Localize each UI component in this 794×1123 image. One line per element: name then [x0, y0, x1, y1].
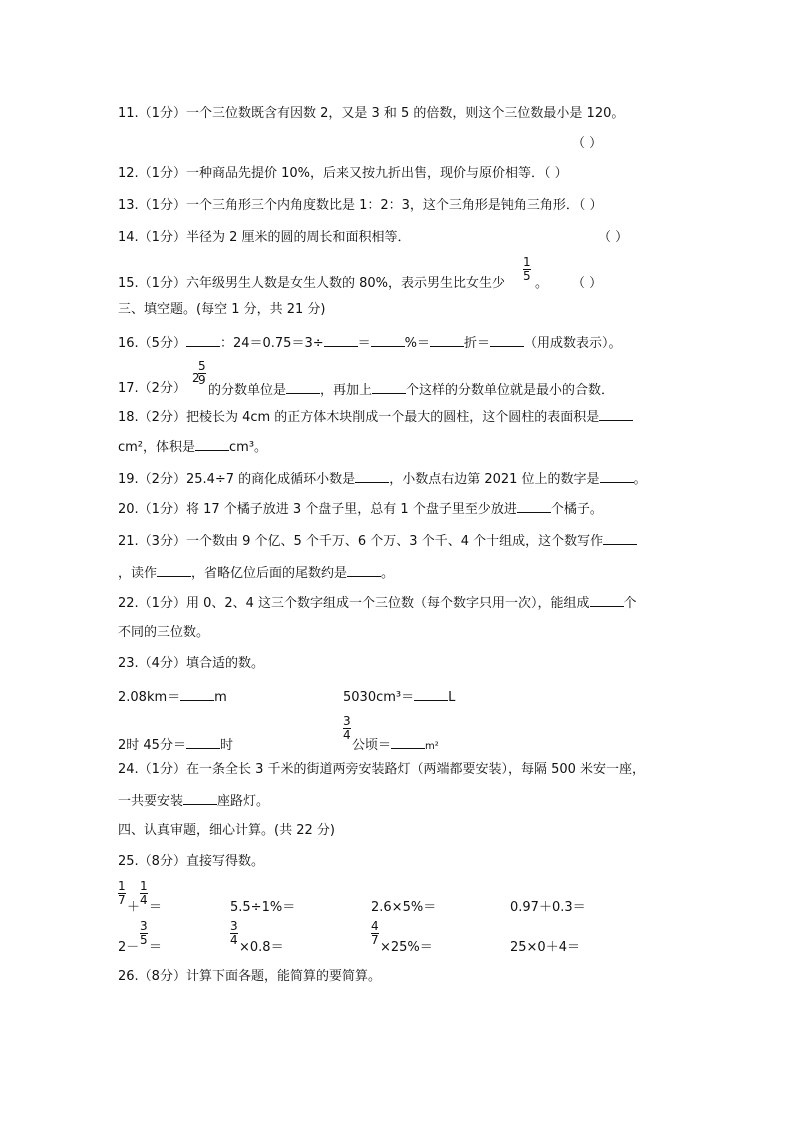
q24-blank-1[interactable] [183, 792, 217, 805]
q18-line-1 [118, 408, 633, 426]
q17-frac-den: 9 [198, 373, 206, 387]
q17-part-1: 的分数单位是 [208, 383, 287, 398]
q24-part-2: 一共要安装 [118, 794, 184, 809]
q19-blank-2[interactable] [600, 470, 634, 483]
q23-item-1-text: 2.08km＝ [118, 690, 181, 705]
q23-item-4-den: 4 [343, 728, 351, 742]
q23-blank-4[interactable] [391, 736, 425, 749]
q15-fraction [523, 256, 531, 283]
q17-fraction [198, 360, 206, 387]
q16-line [118, 334, 622, 352]
q25-r2c1-den: 5 [140, 933, 148, 947]
q21-line-2 [118, 564, 394, 582]
q20-part-1: 20.（1分）将 17 个橘子放进 3 个盘子里，总有 1 个盘子里至少放进 [118, 502, 517, 517]
q25-r2c3: ×25%＝ [380, 940, 433, 955]
q22-line-2: 不同的三位数。 [118, 625, 210, 640]
q21-part-4: 。 [381, 566, 395, 581]
q23-item-3-unit: 时 [219, 738, 233, 753]
q23-item-4-num: 3 [343, 714, 351, 728]
q24-part-3: 座路灯。 [217, 794, 270, 809]
q21-stem: 21.（3分）一个数由 9 个亿、5 个千万、6 个万、3 个千、4 个十组成，这个数写作 [118, 534, 604, 549]
q12-text: 12.（1分）一种商品先提价 10%，后来又按九折出售，现价与原价相等．（ ） [118, 166, 568, 181]
q23-blank-3[interactable] [186, 736, 220, 749]
q23-item-2-unit: L [448, 690, 456, 705]
q18-stem: 18.（2分）把棱长为 4cm 的正方体木块削成一个最大的圆柱，这个圆柱的表面积是 [118, 410, 600, 425]
q21-part-3: ，省略亿位后面的尾数约是 [191, 566, 348, 581]
q18-part-2: cm²，体积是 [118, 440, 196, 455]
q18-blank-1[interactable] [599, 408, 633, 421]
q20-line [118, 500, 603, 518]
q25-r1c1-frac-2 [140, 880, 148, 907]
q16-part-4: 折＝ [463, 336, 490, 351]
q17-prefix: 17.（2分） [118, 381, 186, 396]
q17-part-3: 个这样的分数单位就是最小的合数． [406, 383, 615, 398]
q16-part-2: ＝ [357, 336, 371, 351]
q13-text: 13.（1分）一个三角形三个内角度数比是 1：2：3，这个三角形是钝角三角形．（ ） [118, 198, 603, 213]
q11-answer-paren[interactable]: （ ） [572, 136, 603, 151]
q25-r2c1-a: 2－ [118, 940, 140, 955]
q23-blank-1[interactable] [180, 688, 214, 701]
q15-stem: 15.（1分）六年级男生人数是女生人数的 80%，表示男生比女生少 [118, 276, 505, 291]
q19-part-3: 。 [633, 472, 647, 487]
q25-r1c4: 0.97＋0.3＝ [510, 900, 586, 915]
q18-part-3: cm³。 [229, 440, 268, 455]
q21-blank-2[interactable] [157, 564, 191, 577]
q25-r2c3-num: 4 [371, 919, 379, 933]
q23-item-2 [343, 688, 455, 706]
q25-r2c1-frac [140, 920, 148, 947]
q14-answer-paren[interactable]: （ ） [598, 230, 629, 245]
q25-r2c3-den: 7 [371, 933, 379, 947]
q25-r2c2: ×0.8＝ [239, 940, 284, 955]
q11-text: 11.（1分）一个三位数既含有因数 2，又是 3 和 5 的倍数，则这个三位数最小是 120。 [118, 106, 625, 121]
q23-item-2-text: 5030cm³＝ [343, 690, 415, 705]
q25-r1c1-frac-1 [118, 880, 126, 907]
q25-r1c1-den-1: 7 [118, 893, 126, 907]
q23-item-4-fraction [343, 715, 351, 742]
q21-line-1 [118, 532, 637, 550]
q25-r2c1-eq: ＝ [149, 940, 163, 955]
q21-blank-1[interactable] [603, 532, 637, 545]
q17-blank-2[interactable] [372, 381, 406, 394]
q15-answer-paren[interactable]: （ ） [572, 276, 603, 291]
section-3-heading: 三、填空题。(每空 1 分，共 21 分) [118, 302, 326, 317]
q25-r2c2-frac [230, 920, 238, 947]
q22-stem: 22.（1分）用 0、2、4 这三个数字组成一个三位数（每个数字只用一次），能组成 [118, 596, 590, 611]
q15-tail: 。 [535, 276, 549, 291]
q22-line-1 [118, 594, 637, 612]
q16-blank-3[interactable] [371, 334, 405, 347]
q25-title: 25.（8分）直接写得数。 [118, 854, 264, 869]
q17-line [208, 381, 614, 399]
q16-part-1: ：24＝0.75＝3÷ [219, 336, 324, 351]
q16-blank-5[interactable] [490, 334, 524, 347]
q16-blank-4[interactable] [430, 334, 464, 347]
q23-item-3 [118, 736, 233, 754]
q15-text [118, 276, 505, 292]
q24-line-1: 24.（1分）在一条全长 3 千米的街道两旁安装路灯（两端都要安装），每隔 500 米安一座， [118, 762, 646, 777]
q23-item-3-text: 2时 45分＝ [118, 738, 186, 753]
q22-tail: 个 [623, 596, 637, 611]
q25-r1c1-eq: ＝ [149, 900, 163, 915]
q25-r2c2-den: 4 [230, 933, 238, 947]
q23-title: 23.（4分）填合适的数。 [118, 656, 264, 671]
q25-r1c1-op: ＋ [127, 900, 141, 915]
q16-blank-1[interactable] [186, 334, 220, 347]
q25-r2c3-frac [371, 920, 379, 947]
q25-r2c4: 25×0＋4＝ [510, 940, 580, 955]
q19-part-2: ，小数点右边第 2021 位上的数字是 [389, 472, 600, 487]
q16-part-5: （用成数表示）。 [524, 336, 622, 351]
q25-r1c1-num-2: 1 [140, 879, 148, 893]
q25-r1c3: 2.6×5%＝ [371, 900, 437, 915]
q19-blank-1[interactable] [355, 470, 389, 483]
q14-text: 14.（1分）半径为 2 厘米的圆的周长和面积相等． [118, 230, 411, 245]
q24-line-2 [118, 792, 269, 810]
q21-blank-3[interactable] [347, 564, 381, 577]
q25-r1c2: 5.5÷1%＝ [230, 900, 296, 915]
q25-r1c1-den-2: 4 [140, 893, 148, 907]
q17-whole: 2 [192, 371, 200, 385]
q25-r1c1-num-1: 1 [118, 879, 126, 893]
q17-frac-num: 5 [198, 359, 206, 373]
q15-frac-num: 1 [523, 255, 531, 269]
section-4-heading: 四、认真审题，细心计算。(共 22 分) [118, 823, 335, 838]
q16-part-3: %＝ [404, 336, 430, 351]
q19-line [118, 470, 647, 488]
q22-blank-1[interactable] [590, 594, 624, 607]
q23-item-4-unit: m² [425, 741, 439, 752]
q26-text: 26.（8分）计算下面各题，能简算的要简算。 [118, 969, 381, 984]
q25-r2c2-num: 3 [230, 919, 238, 933]
q16-prefix: 16.（5分） [118, 336, 186, 351]
q15-frac-den: 5 [523, 269, 531, 283]
q23-blank-2[interactable] [414, 688, 448, 701]
q23-item-1 [118, 688, 227, 706]
q23-item-4-text: 公顷＝ [352, 738, 392, 753]
q23-item-1-unit: m [214, 690, 227, 705]
q23-item-4 [352, 736, 439, 755]
q25-r2c1-num: 3 [140, 919, 148, 933]
q16-blank-2[interactable] [324, 334, 358, 347]
q21-part-2: ，读作 [118, 566, 158, 581]
q19-part-1: 19.（2分）25.4÷7 的商化成循环小数是 [118, 472, 356, 487]
q20-blank-1[interactable] [517, 500, 551, 513]
q17-blank-1[interactable] [286, 381, 320, 394]
q18-line-2 [118, 438, 267, 456]
q17-part-2: ，再加上 [320, 383, 373, 398]
q18-blank-2[interactable] [195, 438, 229, 451]
q20-part-2: 个橘子。 [550, 502, 603, 517]
